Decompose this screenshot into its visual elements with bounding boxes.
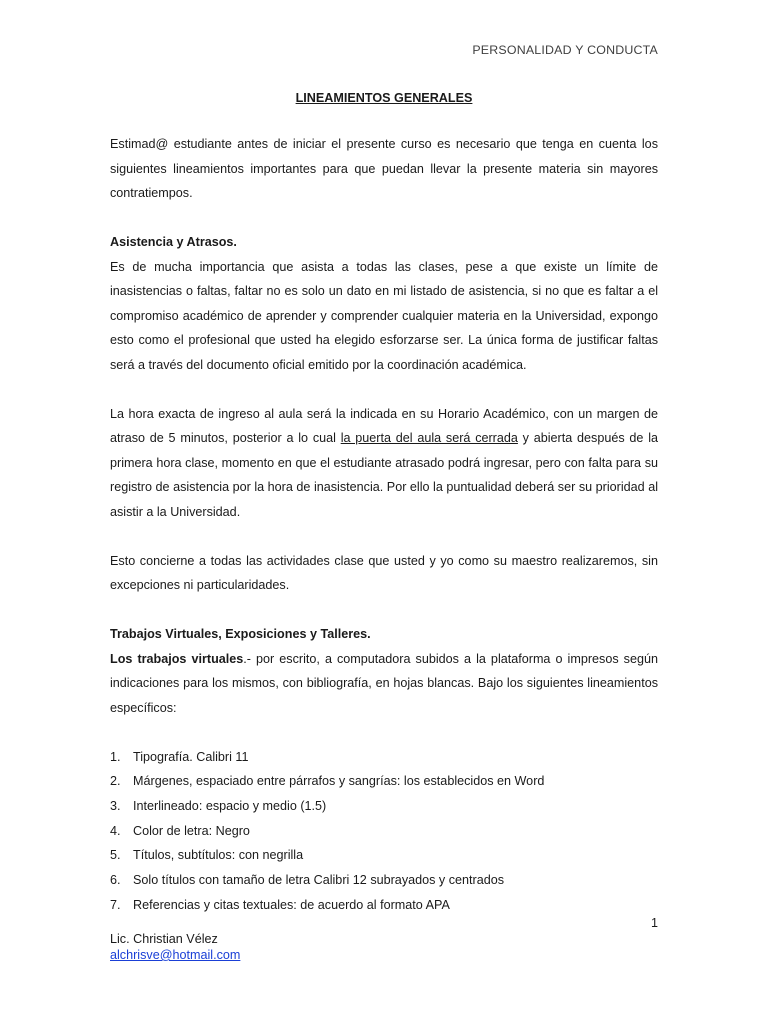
list-item bbox=[110, 893, 658, 918]
document-body bbox=[110, 88, 658, 917]
list-item bbox=[110, 769, 658, 794]
entry-time-text-start: La hora exacta de ingreso al aula será la indicada en su Horario Académico, con un margen de atraso de 5 minutos, posterior a lo cual bbox=[110, 406, 658, 445]
list-item-number: 1. bbox=[110, 749, 121, 764]
attendance-paragraph: Es de mucha importancia que asista a todas las clases, pese a que existe un límite de inasistencias o faltas, faltar no es solo un dato en mi listado de asistencia, si no que es faltar a el compromiso académico de aprender y comprender cualquier materia en la Universidad, expongo esto como el profesional que usted ha elegido esforzarse ser. La única forma de justificar faltas será a través del documento oficial emitido por la coordinación académica. bbox=[110, 259, 658, 372]
list-item-text: Tipografía. Calibri 11 bbox=[133, 749, 249, 764]
virtual-work-paragraph bbox=[110, 647, 658, 721]
list-item bbox=[110, 819, 658, 844]
page-number: 1 bbox=[651, 916, 659, 930]
format-guidelines-list bbox=[110, 745, 658, 918]
door-closed-underlined: la puerta del aula será cerrada bbox=[340, 431, 518, 445]
virtual-work-lead: Los trabajos virtuales bbox=[110, 651, 244, 666]
entry-time-text-end: y abierta después de la primera hora clase, momento en que el estudiante atrasado podrá ingresar, pero con falta para su registro de asistencia por la hora de inasistencia. Por ello la puntualidad deberá ser su prioridad al asistir a la Universidad. bbox=[110, 431, 658, 519]
list-item bbox=[110, 868, 658, 893]
virtual-work-text: .- por escrito, a computadora subidos a la plataforma o impresos según indicaciones para los mismos, con bibliografía, en hojas blancas. Bajo los siguientes lineamientos específicos: bbox=[110, 651, 658, 715]
list-item-text: Márgenes, espaciado entre párrafos y sangrías: los establecidos en Word bbox=[133, 774, 545, 789]
author-name: Lic. Christian Vélez bbox=[110, 932, 218, 946]
list-item-number: 2. bbox=[110, 774, 121, 789]
author-email-link[interactable]: alchrisve@hotmail.com bbox=[110, 948, 241, 962]
scope-paragraph: Esto concierne a todas las actividades clase que usted y yo como su maestro realizaremos, sin excepciones ni particularidades. bbox=[110, 553, 658, 592]
list-item bbox=[110, 794, 658, 819]
section-heading-assignments: Trabajos Virtuales, Exposiciones y Talleres. bbox=[110, 627, 371, 641]
list-item-number: 7. bbox=[110, 897, 121, 912]
list-item-text: Interlineado: espacio y medio (1.5) bbox=[133, 798, 327, 813]
list-item-text: Color de letra: Negro bbox=[133, 823, 250, 838]
intro-paragraph: Estimad@ estudiante antes de iniciar el presente curso es necesario que tenga en cuenta los siguientes lineamientos importantes para que puedan llevar la presente materia sin mayores contratiempos. bbox=[110, 137, 658, 200]
list-item-number: 5. bbox=[110, 848, 121, 863]
list-item bbox=[110, 843, 658, 868]
page-header: PERSONALIDAD Y CONDUCTA bbox=[472, 43, 658, 57]
document-title: LINEAMIENTOS GENERALES bbox=[295, 91, 473, 105]
list-item-number: 4. bbox=[110, 823, 121, 838]
list-item-text: Solo títulos con tamaño de letra Calibri 12 subrayados y centrados bbox=[133, 873, 505, 888]
page-footer bbox=[110, 931, 240, 963]
entry-time-paragraph bbox=[110, 402, 658, 525]
list-item-number: 6. bbox=[110, 873, 121, 888]
list-item-number: 3. bbox=[110, 798, 121, 813]
list-item-text: Referencias y citas textuales: de acuerdo al formato APA bbox=[133, 897, 450, 912]
list-item-text: Títulos, subtítulos: con negrilla bbox=[133, 848, 304, 863]
section-heading-attendance: Asistencia y Atrasos. bbox=[110, 235, 237, 249]
list-item bbox=[110, 745, 658, 770]
